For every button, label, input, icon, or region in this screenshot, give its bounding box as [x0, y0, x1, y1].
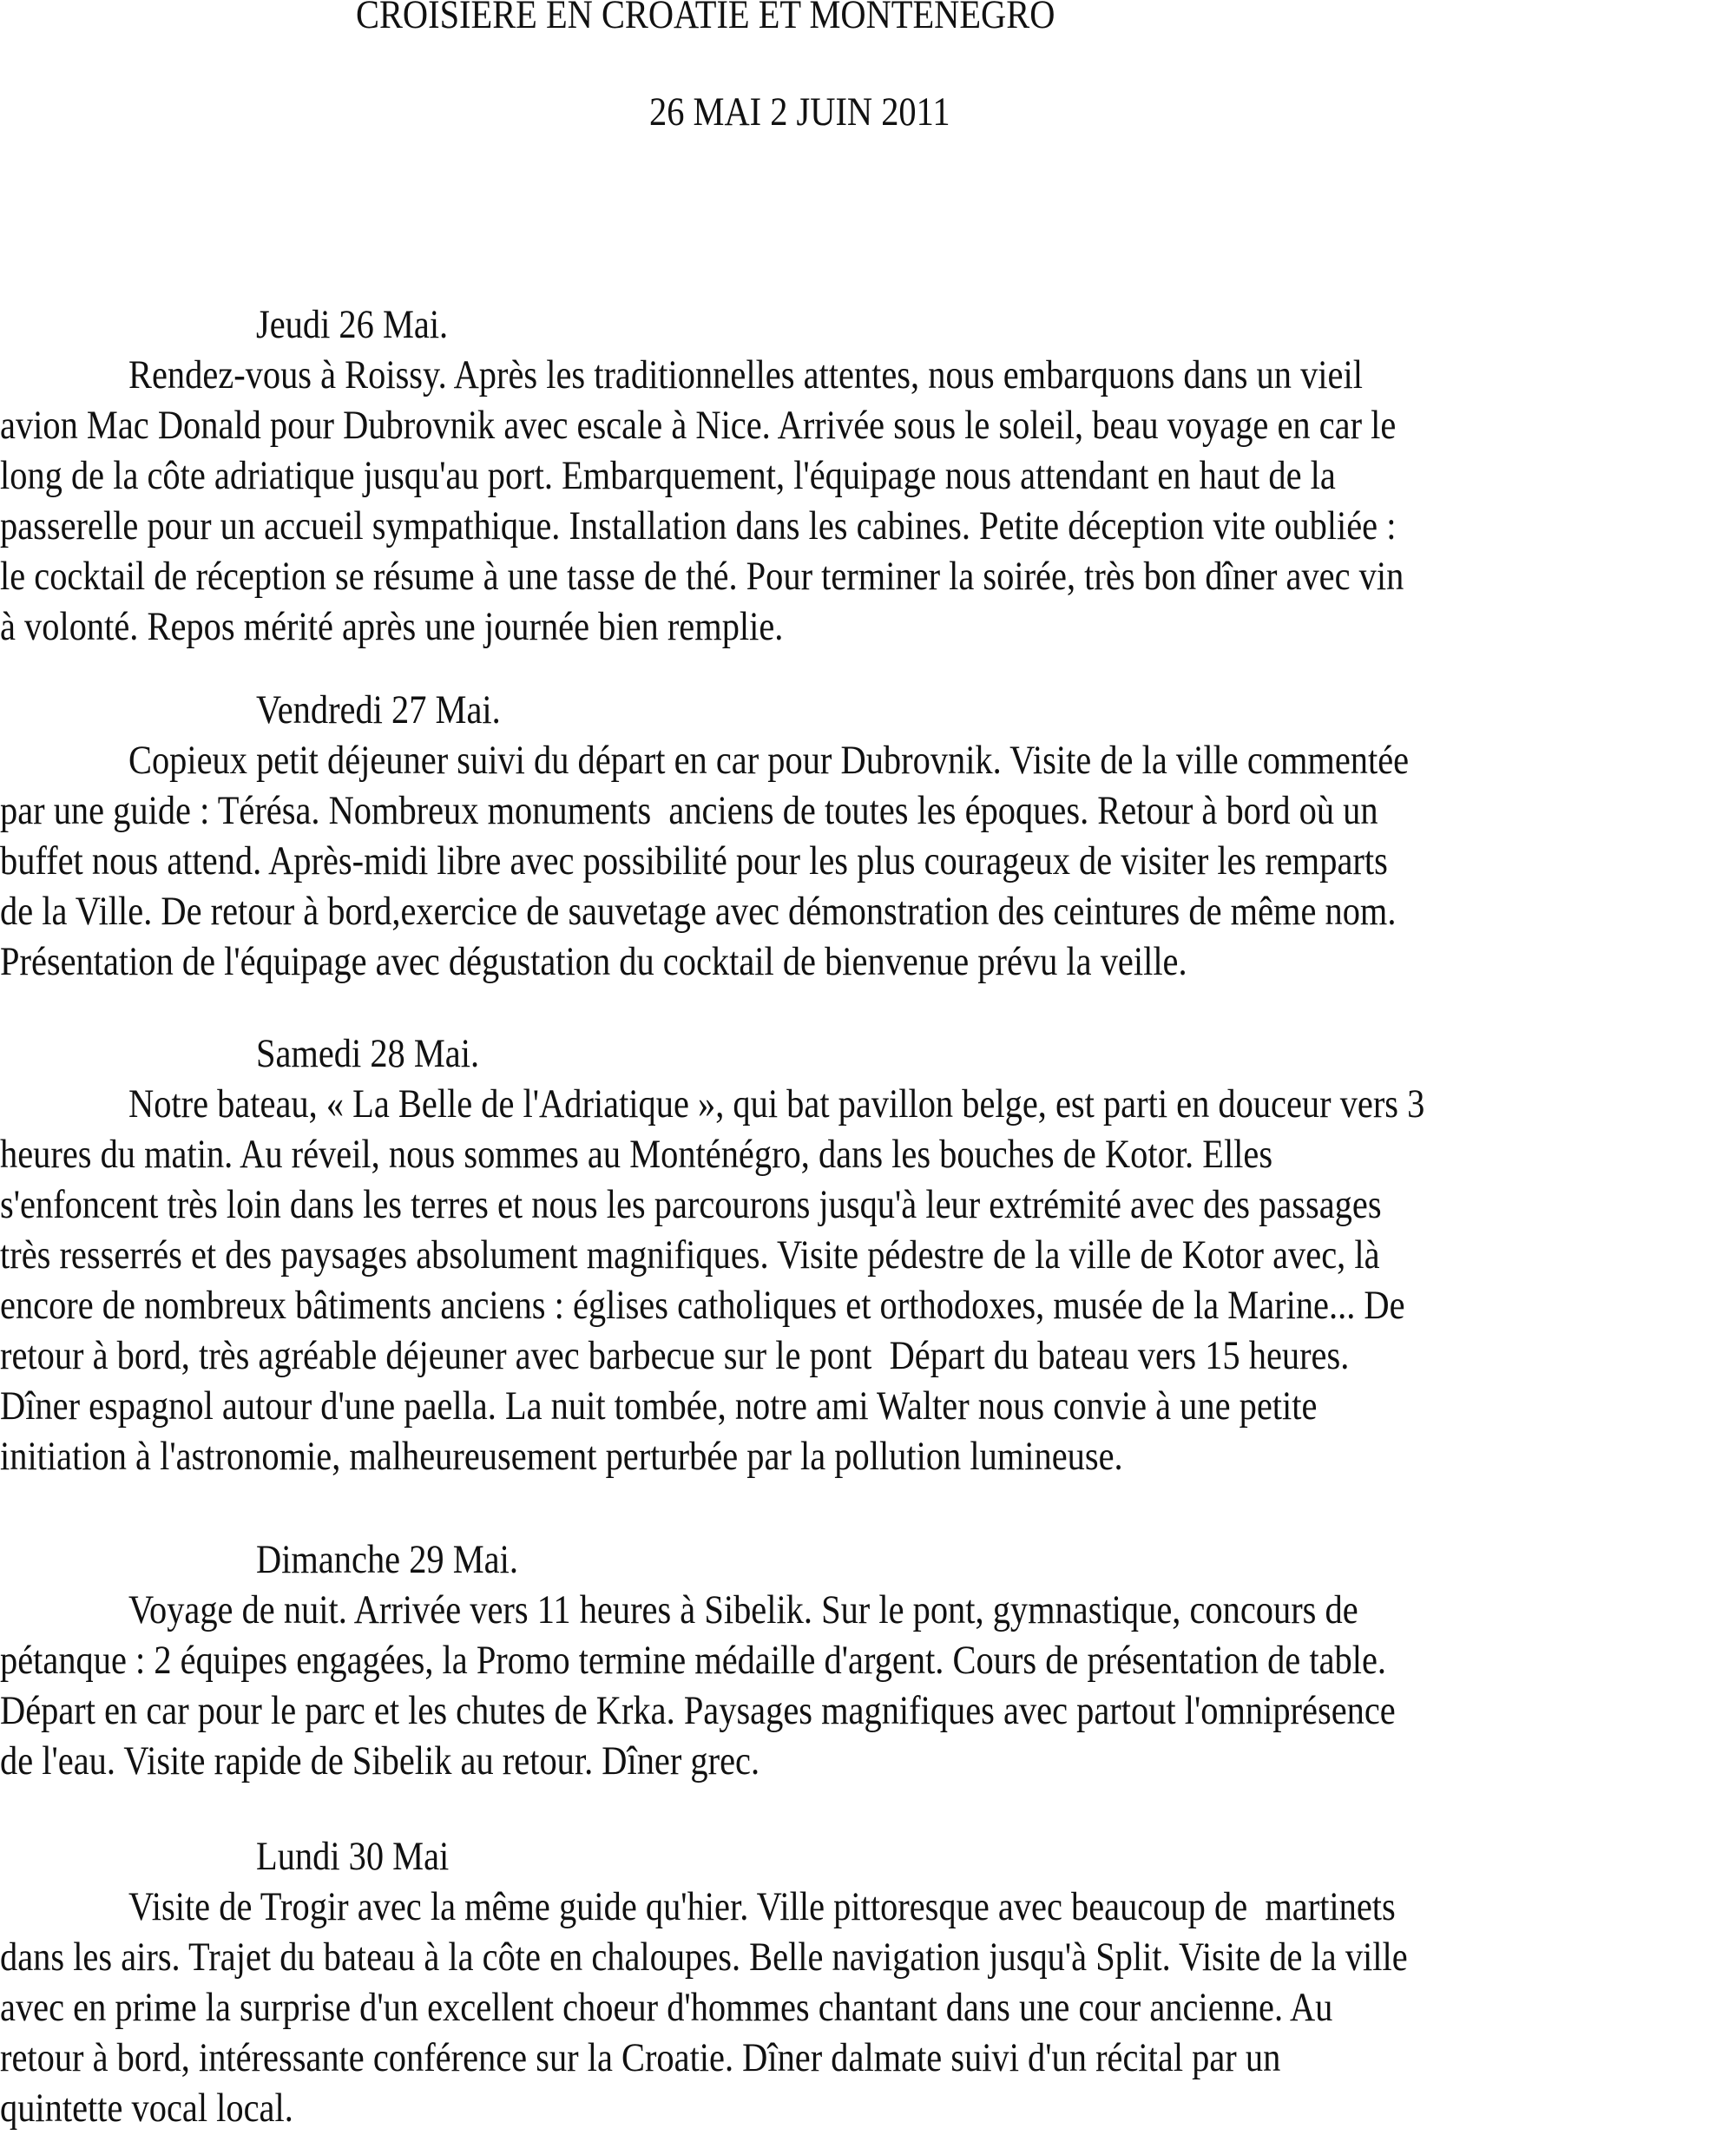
- paragraph-line: long de la côte adriatique jusqu'au port. Embarquement, l'équipage nous attendant en haut de la: [0, 453, 1336, 498]
- paragraph-line: par une guide : Térésa. Nombreux monuments anciens de toutes les époques. Retour à bord où un: [0, 788, 1378, 833]
- paragraph-line: de l'eau. Visite rapide de Sibelik au retour. Dîner grec.: [0, 1738, 760, 1784]
- paragraph-line: heures du matin. Au réveil, nous sommes au Monténégro, dans les bouches de Kotor. Elles: [0, 1132, 1273, 1177]
- paragraph-first-line: Voyage de nuit. Arrivée vers 11 heures à Sibelik. Sur le pont, gymnastique, concours de: [128, 1587, 1358, 1632]
- paragraph-line: avec en prime la surprise d'un excellent choeur d'hommes chantant dans une cour ancienne. Au: [0, 1985, 1333, 2030]
- paragraph-first-line: Notre bateau, « La Belle de l'Adriatique », qui bat pavillon belge, est parti en douceur vers 3: [128, 1081, 1425, 1127]
- document-title: CROISIERE EN CROATIE ET MONTENEGRO: [356, 0, 1055, 37]
- paragraph-line: de la Ville. De retour à bord,exercice de sauvetage avec démonstration des ceintures de même nom.: [0, 889, 1397, 934]
- paragraph-line: buffet nous attend. Après-midi libre avec possibilité pour les plus courageux de visiter les remparts: [0, 838, 1388, 884]
- paragraph-line: avion Mac Donald pour Dubrovnik avec escale à Nice. Arrivée sous le soleil, beau voyage en car le: [0, 403, 1397, 448]
- day-heading: Jeudi 26 Mai.: [256, 302, 449, 347]
- day-heading: Vendredi 27 Mai.: [256, 687, 501, 732]
- day-heading: Samedi 28 Mai.: [256, 1031, 480, 1076]
- paragraph-line: Départ en car pour le parc et les chutes de Krka. Paysages magnifiques avec partout l'omniprésence: [0, 1688, 1396, 1733]
- paragraph-line: retour à bord, intéressante conférence sur la Croatie. Dîner dalmate suivi d'un récital par un: [0, 2035, 1281, 2080]
- paragraph-line: le cocktail de réception se résume à une tasse de thé. Pour terminer la soirée, très bon dîner avec vin: [0, 554, 1404, 599]
- paragraph-line: pétanque : 2 équipes engagées, la Promo termine médaille d'argent. Cours de présentation de table.: [0, 1638, 1387, 1683]
- paragraph-line: quintette vocal local.: [0, 2086, 293, 2131]
- paragraph-line: encore de nombreux bâtiments anciens : églises catholiques et orthodoxes, musée de la Marine... De: [0, 1283, 1405, 1328]
- day-heading: Lundi 30 Mai: [256, 1834, 450, 1879]
- paragraph-line: initiation à l'astronomie, malheureusement perturbée par la pollution lumineuse.: [0, 1434, 1123, 1479]
- day-heading: Dimanche 29 Mai.: [256, 1537, 518, 1582]
- paragraph-line: Dîner espagnol autour d'une paella. La nuit tombée, notre ami Walter nous convie à une petite: [0, 1383, 1318, 1429]
- paragraph-line: Présentation de l'équipage avec dégustation du cocktail de bienvenue prévu la veille.: [0, 939, 1187, 984]
- paragraph-line: s'enfoncent très loin dans les terres et nous les parcourons jusqu'à leur extrémité avec des passages: [0, 1182, 1382, 1227]
- paragraph-line: retour à bord, très agréable déjeuner avec barbecue sur le pont Départ du bateau vers 15 heures.: [0, 1333, 1350, 1378]
- paragraph-line: dans les airs. Trajet du bateau à la côte en chaloupes. Belle navigation jusqu'à Split. Visite de la ville: [0, 1935, 1408, 1980]
- paragraph-line: à volonté. Repos mérité après une journée bien remplie.: [0, 604, 784, 649]
- paragraph-first-line: Copieux petit déjeuner suivi du départ en car pour Dubrovnik. Visite de la ville commentée: [128, 738, 1410, 783]
- paragraph-line: très resserrés et des paysages absolument magnifiques. Visite pédestre de la ville de Kotor avec, là: [0, 1232, 1380, 1278]
- paragraph-first-line: Visite de Trogir avec la même guide qu'hier. Ville pittoresque avec beaucoup de martinets: [128, 1884, 1396, 1929]
- paragraph-line: passerelle pour un accueil sympathique. Installation dans les cabines. Petite déception vite oubliée :: [0, 503, 1397, 549]
- paragraph-first-line: Rendez-vous à Roissy. Après les traditionnelles attentes, nous embarquons dans un vieil: [128, 352, 1363, 397]
- document-dates: 26 MAI 2 JUIN 2011: [649, 89, 950, 135]
